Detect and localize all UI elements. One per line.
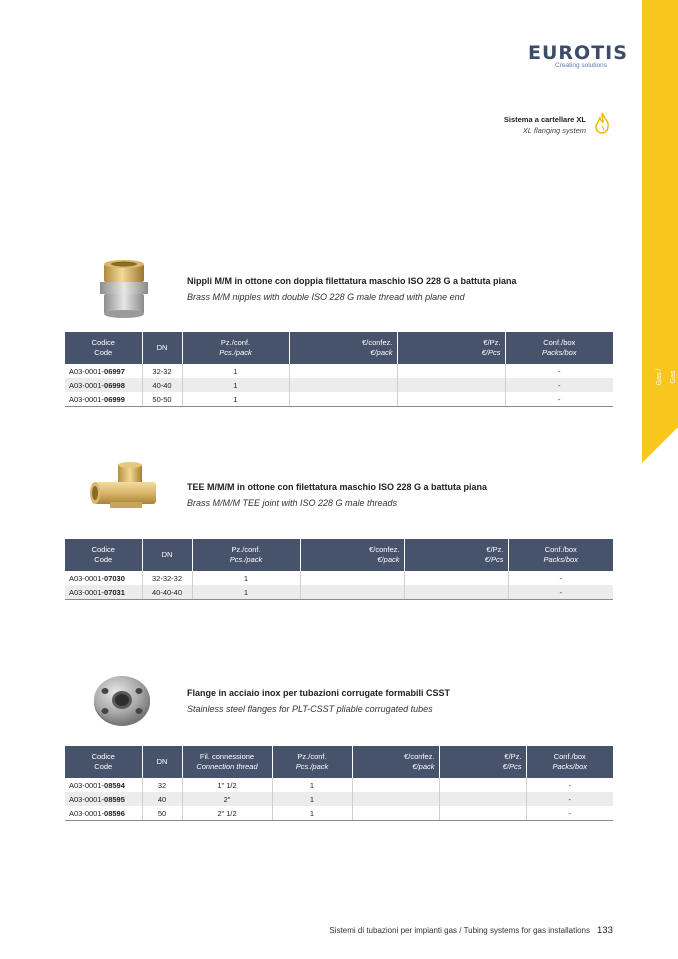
- product-title-en: Stainless steel flanges for PLT-CSST pliable corrugated tubes: [187, 704, 433, 714]
- cell-pcs: 1: [182, 364, 289, 378]
- cell-price-pack: [300, 571, 404, 585]
- cell-code: A03-0001-07031: [65, 585, 142, 600]
- cell-pcs: 1: [272, 778, 352, 792]
- cell-code: A03-0001-06997: [65, 364, 142, 378]
- header-packs-box: Conf./box Packs/box: [526, 746, 613, 778]
- header-dn: DN: [142, 746, 182, 778]
- product-table-nipples: [65, 332, 613, 407]
- table-row: [65, 392, 613, 407]
- cell-price-pcs: [404, 585, 508, 600]
- product-title-it: Flange in acciaio inox per tubazioni corrugate formabili CSST: [187, 688, 451, 698]
- cell-pcs: 1: [192, 571, 300, 585]
- header-dn: DN: [142, 332, 182, 364]
- header-price-pcs: €/Pz. €/Pcs: [404, 539, 508, 571]
- cell-box: -: [559, 573, 562, 583]
- header-code: Codice Code: [65, 746, 142, 778]
- header-code: Codice Code: [65, 539, 142, 571]
- brass-tee-image: [88, 462, 160, 514]
- side-section-label: Gas / Gas: [656, 368, 677, 386]
- header-price-pcs: €/Pz. €/Pcs: [439, 746, 526, 778]
- cell-price-pcs: [439, 806, 526, 821]
- brand-tagline: Creating solutions: [555, 62, 608, 69]
- cell-dn: 50-50: [142, 392, 182, 407]
- product-title-en: Brass M/M/M TEE joint with ISO 228 G male threads: [187, 498, 398, 508]
- cell-dn: 32-32-32: [142, 571, 192, 585]
- cell-thread: 2" 1/2: [182, 806, 272, 821]
- cell-dn: 40-40-40: [142, 585, 192, 600]
- side-accent-triangle: [642, 427, 678, 463]
- cell-price-pack: [300, 585, 404, 600]
- product-title-it: Nippli M/M in ottone con doppia filettatura maschio ISO 228 G a battuta piana: [187, 276, 517, 286]
- header-packs-box: Conf./box Packs/box: [505, 332, 613, 364]
- product-title-en: Brass M/M nipples with double ISO 228 G male thread with plane end: [187, 292, 465, 302]
- header-price-pcs: €/Pz. €/Pcs: [397, 332, 505, 364]
- header-pcs-pack: Pz./conf. Pcs./pack: [272, 746, 352, 778]
- cell-price-pcs: [404, 571, 508, 585]
- cell-price-pcs: [397, 392, 505, 407]
- cell-code: A03-0001-06998: [65, 378, 142, 392]
- cell-dn: 40: [142, 792, 182, 806]
- cell-dn: 32: [142, 778, 182, 792]
- header-price-pack: €/confez. €/pack: [289, 332, 397, 364]
- header-price-pack: €/confez. €/pack: [300, 539, 404, 571]
- cell-pcs: 1: [272, 806, 352, 821]
- table-row: [65, 792, 613, 806]
- cell-price-pack: [352, 806, 439, 821]
- cell-code: A03-0001-08596: [65, 806, 142, 821]
- header-pcs-pack: Pz./conf. Pcs./pack: [192, 539, 300, 571]
- table-row: [65, 806, 613, 821]
- brand-logo: EUROTIS: [528, 42, 628, 64]
- cell-box: -: [508, 585, 613, 600]
- cell-pcs: 1: [182, 378, 289, 392]
- cell-price-pack: [289, 392, 397, 407]
- product-table-flanges: [65, 746, 613, 821]
- cell-box: -: [526, 792, 613, 806]
- page-number: 133: [597, 925, 613, 936]
- cell-price-pcs: [439, 778, 526, 792]
- cell-price-pack: [352, 778, 439, 792]
- cell-box: -: [526, 806, 613, 821]
- brass-nipple-image: [96, 258, 152, 320]
- cell-box: -: [558, 366, 561, 376]
- header-packs-box: Conf./box Packs/box: [508, 539, 613, 571]
- cell-pcs: 1: [182, 392, 289, 407]
- cell-price-pack: [289, 364, 397, 378]
- system-title-en: XL flanging system: [522, 126, 586, 135]
- system-title-it: Sistema a cartellare XL: [503, 115, 586, 124]
- table-row: [65, 778, 613, 792]
- table-row: [65, 378, 613, 392]
- cell-dn: 50: [142, 806, 182, 821]
- cell-dn: 40-40: [142, 378, 182, 392]
- cell-box: -: [505, 392, 613, 407]
- cell-pcs: 1: [192, 585, 300, 600]
- cell-code: A03-0001-08594: [65, 778, 142, 792]
- header-connection-thread: Fil. connessione Connection thread: [182, 746, 272, 778]
- cell-thread: 1" 1/2: [182, 778, 272, 792]
- header-code: Codice Code: [65, 332, 142, 364]
- footer-text: Sistemi di tubazioni per impianti gas / Tubing systems for gas installations: [329, 926, 590, 935]
- header-dn: DN: [142, 539, 192, 571]
- cell-pcs: 1: [272, 792, 352, 806]
- product-table-tee: [65, 539, 613, 600]
- cell-code: A03-0001-08595: [65, 792, 142, 806]
- steel-flange-image: [92, 672, 152, 728]
- table-row: [65, 571, 613, 585]
- cell-box: -: [505, 378, 613, 392]
- cell-price-pcs: [397, 378, 505, 392]
- product-title-it: TEE M/M/M in ottone con filettatura maschio ISO 228 G a battuta piana: [187, 482, 488, 492]
- cell-price-pcs: [397, 364, 505, 378]
- table-row: [65, 585, 613, 600]
- cell-dn: 32-32: [142, 364, 182, 378]
- cell-price-pcs: [439, 792, 526, 806]
- cell-price-pack: [352, 792, 439, 806]
- cell-code: A03-0001-06999: [65, 392, 142, 407]
- flame-icon: [594, 112, 610, 134]
- table-row: [65, 364, 613, 378]
- cell-code: A03-0001-07030: [65, 571, 142, 585]
- cell-thread: 2": [182, 792, 272, 806]
- cell-box: -: [568, 780, 571, 790]
- header-pcs-pack: Pz./conf. Pcs./pack: [182, 332, 289, 364]
- header-price-pack: €/confez. €/pack: [352, 746, 439, 778]
- cell-price-pack: [289, 378, 397, 392]
